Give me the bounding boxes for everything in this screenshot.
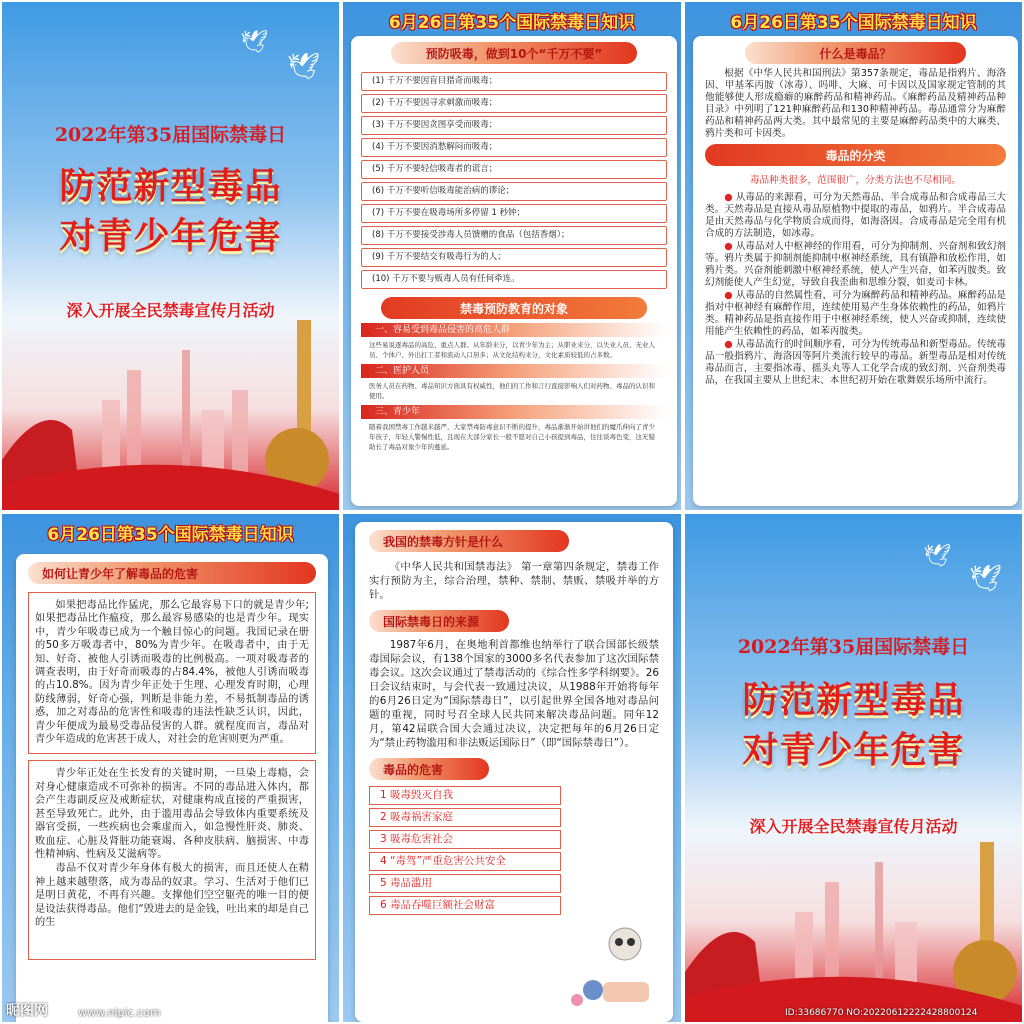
cover-subtitle: 深入开展全民禁毒宣传月活动 xyxy=(749,817,958,836)
paragraph: 根据《中华人民共和国刑法》第357条规定，毒品是指鸦片、海洛因、甲基苯丙胺（冰毒）、吗啡、大麻、可卡因以及国家规定管制的其他能够使人形成瘾癖的麻醉药品和精神药品。《麻醉药品及精神药品种目录》中列明了121种麻醉药品和130种精神药品。毒品通常分为麻醉药品和精神药品两大类。其中最常见的主要是麻醉药品类中的大麻类、鸦片类和可卡因类。 xyxy=(705,68,1006,139)
list-item: (7) 千万不要在吸毒场所多停留 1 秒钟； xyxy=(361,204,667,223)
cover-title-line1: 防范新型毒品 xyxy=(59,166,282,207)
policy-title: 我国的禁毒方针是什么 xyxy=(369,530,569,552)
policy-text-block xyxy=(369,560,659,602)
target-text: 医务人员在药物、毒品知识方面具有权威性，他们的工作和言行直接影响人们对药物、毒品的认识和使用。 xyxy=(369,382,655,400)
list-item: 6 毒品吞噬巨额社会财富 xyxy=(369,896,561,915)
watermark-site: www.nipic.com xyxy=(78,1006,161,1019)
education-target-title: 禁毒预防教育的对象 xyxy=(381,297,647,319)
bullet-icon: ● xyxy=(724,192,736,203)
list-item: (3) 千万不要因贪图享受而吸毒； xyxy=(361,116,667,135)
knowledge-header: 6月26日第35个国际禁毒日知识 xyxy=(47,525,294,545)
knowledge-header: 6月26日第35个国际禁毒日知识 xyxy=(730,13,977,33)
list-item: 3 吸毒危害社会 xyxy=(369,830,561,849)
dove-icon: 🕊 xyxy=(240,30,268,55)
list-item: (9) 千万不要结交有吸毒行为的人； xyxy=(361,248,667,267)
knowledge-poster-policy xyxy=(341,512,683,1024)
watermark-logo: 昵图网 xyxy=(6,1003,48,1019)
classification-intro: 毒品种类很多，范围很广，分类方法也不尽相同。 xyxy=(749,175,962,186)
paragraph: 《中华人民共和国禁毒法》 第一章第四条规定，禁毒工作实行预防为主，综合治理，禁种、禁制、禁贩、禁吸并举的方针。 xyxy=(369,561,659,601)
drug-definition-card xyxy=(693,36,1018,506)
paragraph: 如果把毒品比作猛虎，那么它最容易下口的就是青少年;如果把毒品比作瘟疫，那么最容易感染的也是青少年。现实中，青少年吸毒已成为一个触目惊心的问题。我国记录在册的50多万吸毒者中，80%为青少年。在吸毒者中，由于无知、好奇、被他人引诱而吸毒的比例极高。一项对吸毒者的调查表明，由于好奇而吸毒的占84.4%，被他人引诱而吸毒的占10.8%。因为青少年正处于生理、心理发育时期，心理防线薄弱，好奇心强，判断是非能力差，不易抵制毒品的诱惑，加之对毒品的危害性和吸毒的违法性缺乏认识，因此，青少年便成为最易受毒品侵害的人群。就程度而言，毒品对青少年造成的危害甚于成人，对社会的危害则更为严重。 xyxy=(35,600,309,746)
knowledge-poster-youth xyxy=(0,512,341,1024)
what-is-drug-title: 什么是毒品？ xyxy=(745,42,966,64)
city-skyline-illustration xyxy=(685,822,1024,1022)
target-label: 三、青少年 xyxy=(361,405,667,419)
knowledge-header: 6月26日第35个国际禁毒日知识 xyxy=(388,13,636,33)
youth-harm-card xyxy=(16,554,328,1024)
youth-harm-title: 如何让青少年了解毒品的危害 xyxy=(28,562,316,584)
ten-donts-list xyxy=(361,72,667,289)
cover-poster-left xyxy=(0,0,341,512)
list-item: (6) 千万不要听信吸毒能治病的谬论； xyxy=(361,182,667,201)
ten-donts-title: 预防吸毒，做到10个“千万不要” xyxy=(391,42,637,64)
list-item: (1) 千万不要因盲目猎奇而吸毒； xyxy=(361,72,667,91)
paragraph: 青少年正处在生长发育的关键时期，一旦染上毒瘾，会对身心健康造成不可弥补的损害。不同的毒品进入体内，都会产生毒副反应及戒断症状，对健康构成直接的严重损害，甚至导致死亡。此外，由于滥用毒品会导致体内重要系统及器官受损，一些疾病也会乘虚而入，如急慢性肝炎、肺炎、败血症、心脏及肾脏功能衰竭、各种皮肤病、脑损害、中毒性精神病、性病及艾滋病等。 xyxy=(35,768,309,860)
list-item xyxy=(705,241,1006,289)
watermark-id: ID:33686770 NO:20220612222428800124 xyxy=(785,1008,978,1018)
list-item: (10) 千万不要与贩毒人员有任何牵连。 xyxy=(361,270,667,289)
classification-list xyxy=(705,192,1006,387)
classification-text: 从毒品对人中枢神经的作用看，可分为抑制剂、兴奋剂和致幻剂等。鸦片类属于抑制剂能抑制中枢神经系统，具有镇静和放松作用，如鸦片类。兴奋剂能刺激中枢神经系统，使人产生兴奋，如苯丙胺类。致幻剂能使人产生幻觉，导致自我歪曲和思维分裂，如麦司卡林。 xyxy=(705,241,1007,288)
list-item: (8) 千万不要接受涉毒人员馈赠的食品（包括香烟）； xyxy=(361,226,667,245)
origin-text-block xyxy=(369,638,659,750)
list-item: 1 吸毒毁灭自我 xyxy=(369,786,561,805)
harm-list xyxy=(369,786,659,915)
list-item xyxy=(705,339,1006,387)
dove-icon: 🕊 xyxy=(969,564,1003,594)
cover-subtitle: 深入开展全民禁毒宣传月活动 xyxy=(66,301,275,320)
paragraph: 1987年6月，在奥地利首都维也纳举行了联合国部长级禁毒国际会议，有138个国家的3000多名代表参加了这次国际禁毒会议。这次会议通过了禁毒活动的《综合性多学科纲要》。26日会议结束时，与会代表一致通过决议，从1988年开始将每年的6月26日定为“国际禁毒日”，以引起世界全国各地对毒品问题的重视，同时号召全球人民共同来解决毒品问题。同年12月，第42届联合国大会通过决议，决定把每年的6月26日定为“禁止药物滥用和非法贩运国际日”（即“国际禁毒日”）。 xyxy=(369,639,659,749)
dove-icon: 🕊 xyxy=(923,544,951,569)
list-item xyxy=(705,192,1006,240)
list-item: 2 吸毒祸害家庭 xyxy=(369,808,561,827)
cover-title-line2: 对青少年危害 xyxy=(742,730,965,771)
list-item: (5) 千万不要轻信吸毒者的谎言； xyxy=(361,160,667,179)
classification-text: 从毒品流行的时间顺序看，可分为传统毒品和新型毒品。传统毒品一般指鸦片、海洛因等阿片类流行较早的毒品。新型毒品是相对传统毒品而言，主要指冰毒、摇头丸等人工化学合成的致幻剂、兴奋剂类毒品，在我国主要从上世纪末、本世纪初开始在歌舞娱乐场所中流行。 xyxy=(705,339,1007,386)
bullet-icon: ● xyxy=(724,339,736,350)
cover-title-line1: 防范新型毒品 xyxy=(742,680,965,721)
cover-title-line2: 对青少年危害 xyxy=(59,216,282,257)
youth-para-box xyxy=(28,592,316,754)
cover-year-line: 2022年第35届国际禁毒日 xyxy=(737,636,970,658)
drug-classification-title: 毒品的分类 xyxy=(705,144,1006,166)
bullet-icon: ● xyxy=(724,241,736,252)
city-skyline-illustration xyxy=(2,310,341,510)
classification-text: 从毒品的来源看，可分为天然毒品、半合成毒品和合成毒品三大类。天然毒品是直接从毒品原植物中提取的毒品，如鸦片。半合成毒品是由天然毒品与化学物质合成而得，如海洛因。合成毒品是完全用有机合成的方法制造，如冰毒。 xyxy=(705,192,1007,239)
list-item: 5 毒品滥用 xyxy=(369,874,561,893)
list-item: (4) 千万不要因消愁解闷而吸毒； xyxy=(361,138,667,157)
knowledge-poster-what-is-drug xyxy=(683,0,1024,512)
policy-card xyxy=(355,522,673,1022)
list-item: 4 “毒驾”严重危害公共安全 xyxy=(369,852,561,871)
paragraph: 毒品不仅对青少年身体有极大的损害，而且还使人在精神上越来越堕落，成为毒品的奴隶。学习、生活对于他们已是明日黄花，不再有兴趣。支撑他们空空躯壳的唯一目的便是设法获得毒品。他们“毁进去的是金钱，吐出来的却是自己的生 xyxy=(35,863,309,928)
drug-definition-text xyxy=(705,68,1006,140)
origin-title: 国际禁毒日的来源 xyxy=(369,610,509,632)
prevention-card xyxy=(351,36,677,506)
youth-para-box xyxy=(28,760,316,960)
list-item xyxy=(705,290,1006,338)
target-label: 二、医护人员 xyxy=(361,364,667,378)
list-item: (2) 千万不要因寻求刺激而吸毒； xyxy=(361,94,667,113)
target-text: 这些易说逐毒品的高危、重点人群。从年龄来分，以青少年为主；从职业来分，以失业人员、无业人员、个体户、外出打工者和流动人口居多；从文化结构来分，文化素质较低的占多数。 xyxy=(369,341,655,359)
knowledge-poster-prevention xyxy=(341,0,683,512)
target-label: 一、容易受到毒品侵害的高危人群 xyxy=(361,323,667,337)
dove-icon: 🕊 xyxy=(287,52,321,82)
bullet-icon: ● xyxy=(724,290,736,301)
cover-poster-right xyxy=(683,512,1024,1024)
skull-warning-illustration xyxy=(563,922,653,1012)
harm-title: 毒品的危害 xyxy=(369,758,489,780)
target-text: 随着我国禁毒工作越来越严，大家禁毒防毒意识不断的提升，毒品渐渐开始讲他们的魔爪伸向了青少年孩子，年轻人警惕性低，且现在大部分家长一般不愿对自己小孩提到毒品，往往谈毒色变，这无疑助长了毒品对象少年的蔓延。 xyxy=(369,423,655,451)
cover-year-line: 2022年第35届国际禁毒日 xyxy=(54,124,287,146)
classification-text: 从毒品的自然属性看，可分为麻醉药品和精神药品。麻醉药品是指对中枢神经有麻醉作用，连续使用易产生身体依赖性的药品，如鸦片类。精神药品是指直接作用于中枢神经系统，使人兴奋或抑制，连续使用能产生依赖性的药品，如苯丙胺类。 xyxy=(705,290,1007,337)
